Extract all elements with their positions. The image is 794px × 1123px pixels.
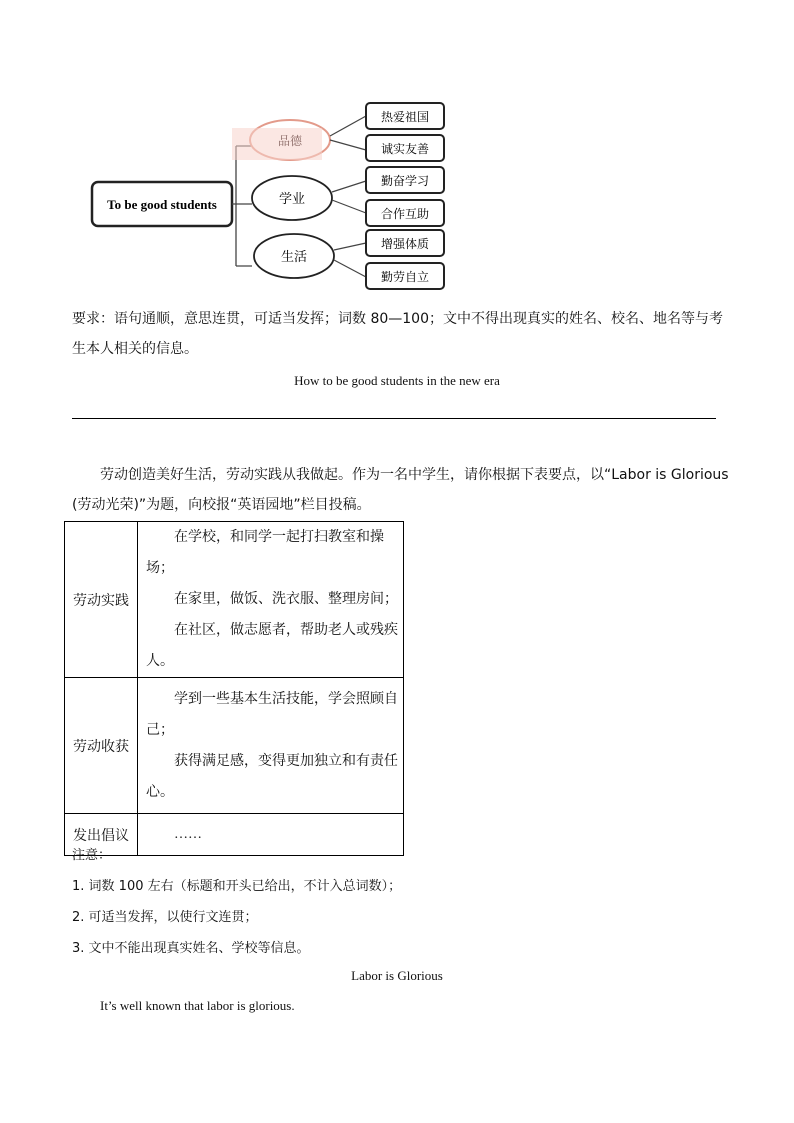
answer-divider-line [72,418,716,419]
row-content [138,678,404,814]
note-item: 1. 词数 100 左右（标题和开头已给出，不计入总词数）； [72,879,402,894]
mindmap-branch-2-label: 学业 [278,192,306,207]
note-item: 3. 文中不能出现真实姓名、学校等信息。 [72,941,310,956]
table-row [65,522,404,678]
essay-title-2: Labor is Glorious [351,968,443,983]
cell-line: 在社区，做志愿者，帮助老人或残疾人。 [146,622,398,669]
mindmap-leaf-6-label: 勤劳自立 [380,270,430,284]
mindmap-branch-1-label: 品德 [277,134,303,148]
task-prompt: 劳动创造美好生活，劳动实践从我做起。作为一名中学生，请你根据下表要点，以“Labor is Glorious (劳动光荣)”为题，向校报“英语园地”栏目投稿。 [72,467,729,513]
mindmap-leaf-connectors [330,116,366,277]
cell-line: 在学校，和同学一起打扫教室和操场； [146,529,384,576]
cell-line: 在家里，做饭、洗衣服、整理房间； [174,591,398,607]
note-item: 2. 可适当发挥，以使行文连贯； [72,910,258,925]
essay-title-1: How to be good students in the new era [294,373,500,388]
mindmap-leaf-4-label: 合作互助 [380,207,430,221]
mindmap-leaf-2-label: 诚实友善 [380,142,430,156]
mindmap-leaf-1-label: 热爱祖国 [380,110,430,124]
mindmap-root-connectors [232,146,252,266]
cell-line: 学到一些基本生活技能，学会照顾自己； [146,690,398,738]
row-content [138,522,404,678]
cell-line: 获得满足感，变得更加独立和有责任心。 [146,752,398,800]
row-header: 劳动收获 [65,678,138,814]
writing-requirement: 要求：语句通顺，意思连贯，可适当发挥；词数 80—100；文中不得出现真实的姓名、校名、地名等与考生本人相关的信息。 [72,311,723,357]
row-header: 劳动实践 [65,522,138,678]
key-points-table [64,521,404,856]
table-row [65,678,404,814]
mindmap-leaf-3-label: 勤奋学习 [380,174,430,188]
mindmap-figure [0,0,794,300]
notes-section [72,840,401,964]
notes-title: 注意： [72,848,112,863]
cell-line: …… [174,827,202,842]
mindmap-root-label: To be good students [107,197,217,212]
mindmap-branch-3-label: 生活 [280,250,308,265]
opening-sentence: It’s well known that labor is glorious. [100,998,295,1013]
mindmap-leaf-5-label: 增强体质 [380,237,430,251]
row-header: 发出倡议 [65,814,138,856]
